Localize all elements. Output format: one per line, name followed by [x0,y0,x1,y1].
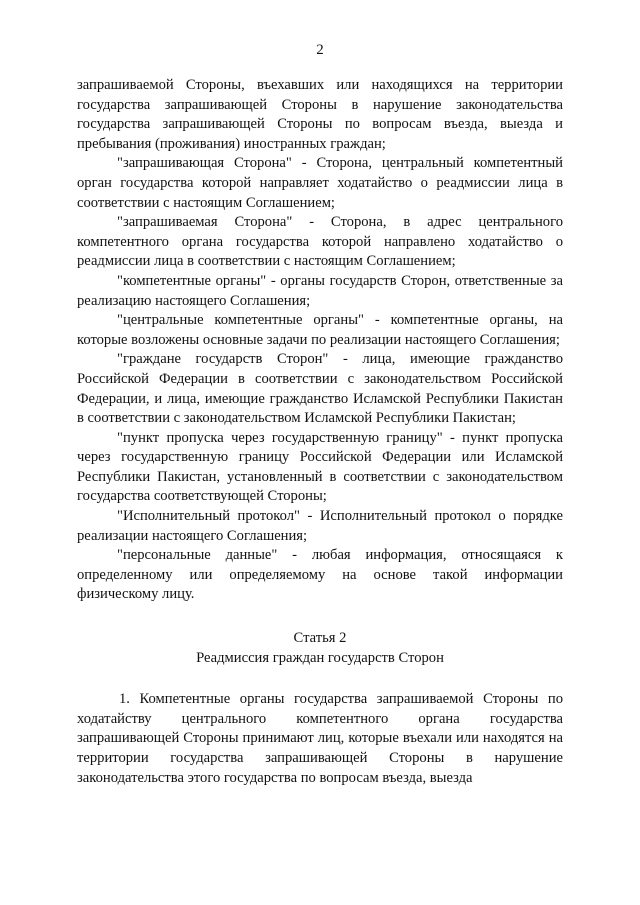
definition-requested-party: "запрашиваемая Сторона" - Сторона, в адрес центрального компетентного органа государства которой направлено ходатайство о реадмиссии лица в соответствии с настоящим Соглашением; [77,214,563,270]
definition-implementing-protocol: "Исполнительный протокол" - Исполнительный протокол о порядке реализации настоящего Соглашения; [77,508,563,544]
definition-requesting-party: "запрашивающая Сторона" - Сторона, центральный компетентный орган государства которой направляет ходатайство о реадмиссии лица в соответствии с настоящим Соглашением; [77,155,563,211]
spacer [77,605,563,629]
page-number: 2 [316,42,324,58]
definition-competent-authorities: "компетентные органы" - органы государств Сторон, ответственные за реализацию настоящего Соглашения; [77,272,563,309]
paragraph-continuation: запрашиваемой Стороны, въехавших или находящихся на территории государства запрашивающей Стороны в нарушение законодательства государства запрашивающей Стороны по вопросам въезда, выезда и пребывания (проживания) иностранных граждан; [77,77,563,152]
article-paragraph-1: 1. Компетентные органы государства запрашиваемой Стороны по ходатайству центрального компетентного органа государства запрашивающей Стороны принимают лиц, которые въехали или находятся на территории государства запрашивающей Стороны в нарушение законодательства этого государства по вопросам въезда, выезда [77,691,563,786]
definition-citizens: "граждане государств Сторон" - лица, имеющие гражданство Российской Федерации в соответствии с законодательством Российской Федерации, и лица, имеющие гражданство Исламской Республики Пакистан в соответствии с законодательством Исламской Республики Пакистан; [77,351,563,427]
document-body [77,76,563,788]
definition-personal-data: "персональные данные" - любая информация, относящаяся к определенному или определяемому на основе такой информации физическому лицу. [77,547,563,603]
definition-border-crossing-point: "пункт пропуска через государственную границу" - пункт пропуска через государственную границу Российской Федерации или Исламской Республики Пакистан, установленный в соответствии с законодательством государства соответствующей Стороны; [77,429,563,505]
spacer [77,668,563,690]
article-title: Реадмиссия граждан государств Сторон [196,649,444,666]
article-number: Статья 2 [293,630,347,647]
definition-central-competent-authorities: "центральные компетентные органы" - компетентные органы, на которые возложены основные задачи по реализации настоящего Соглашения; [77,312,563,348]
